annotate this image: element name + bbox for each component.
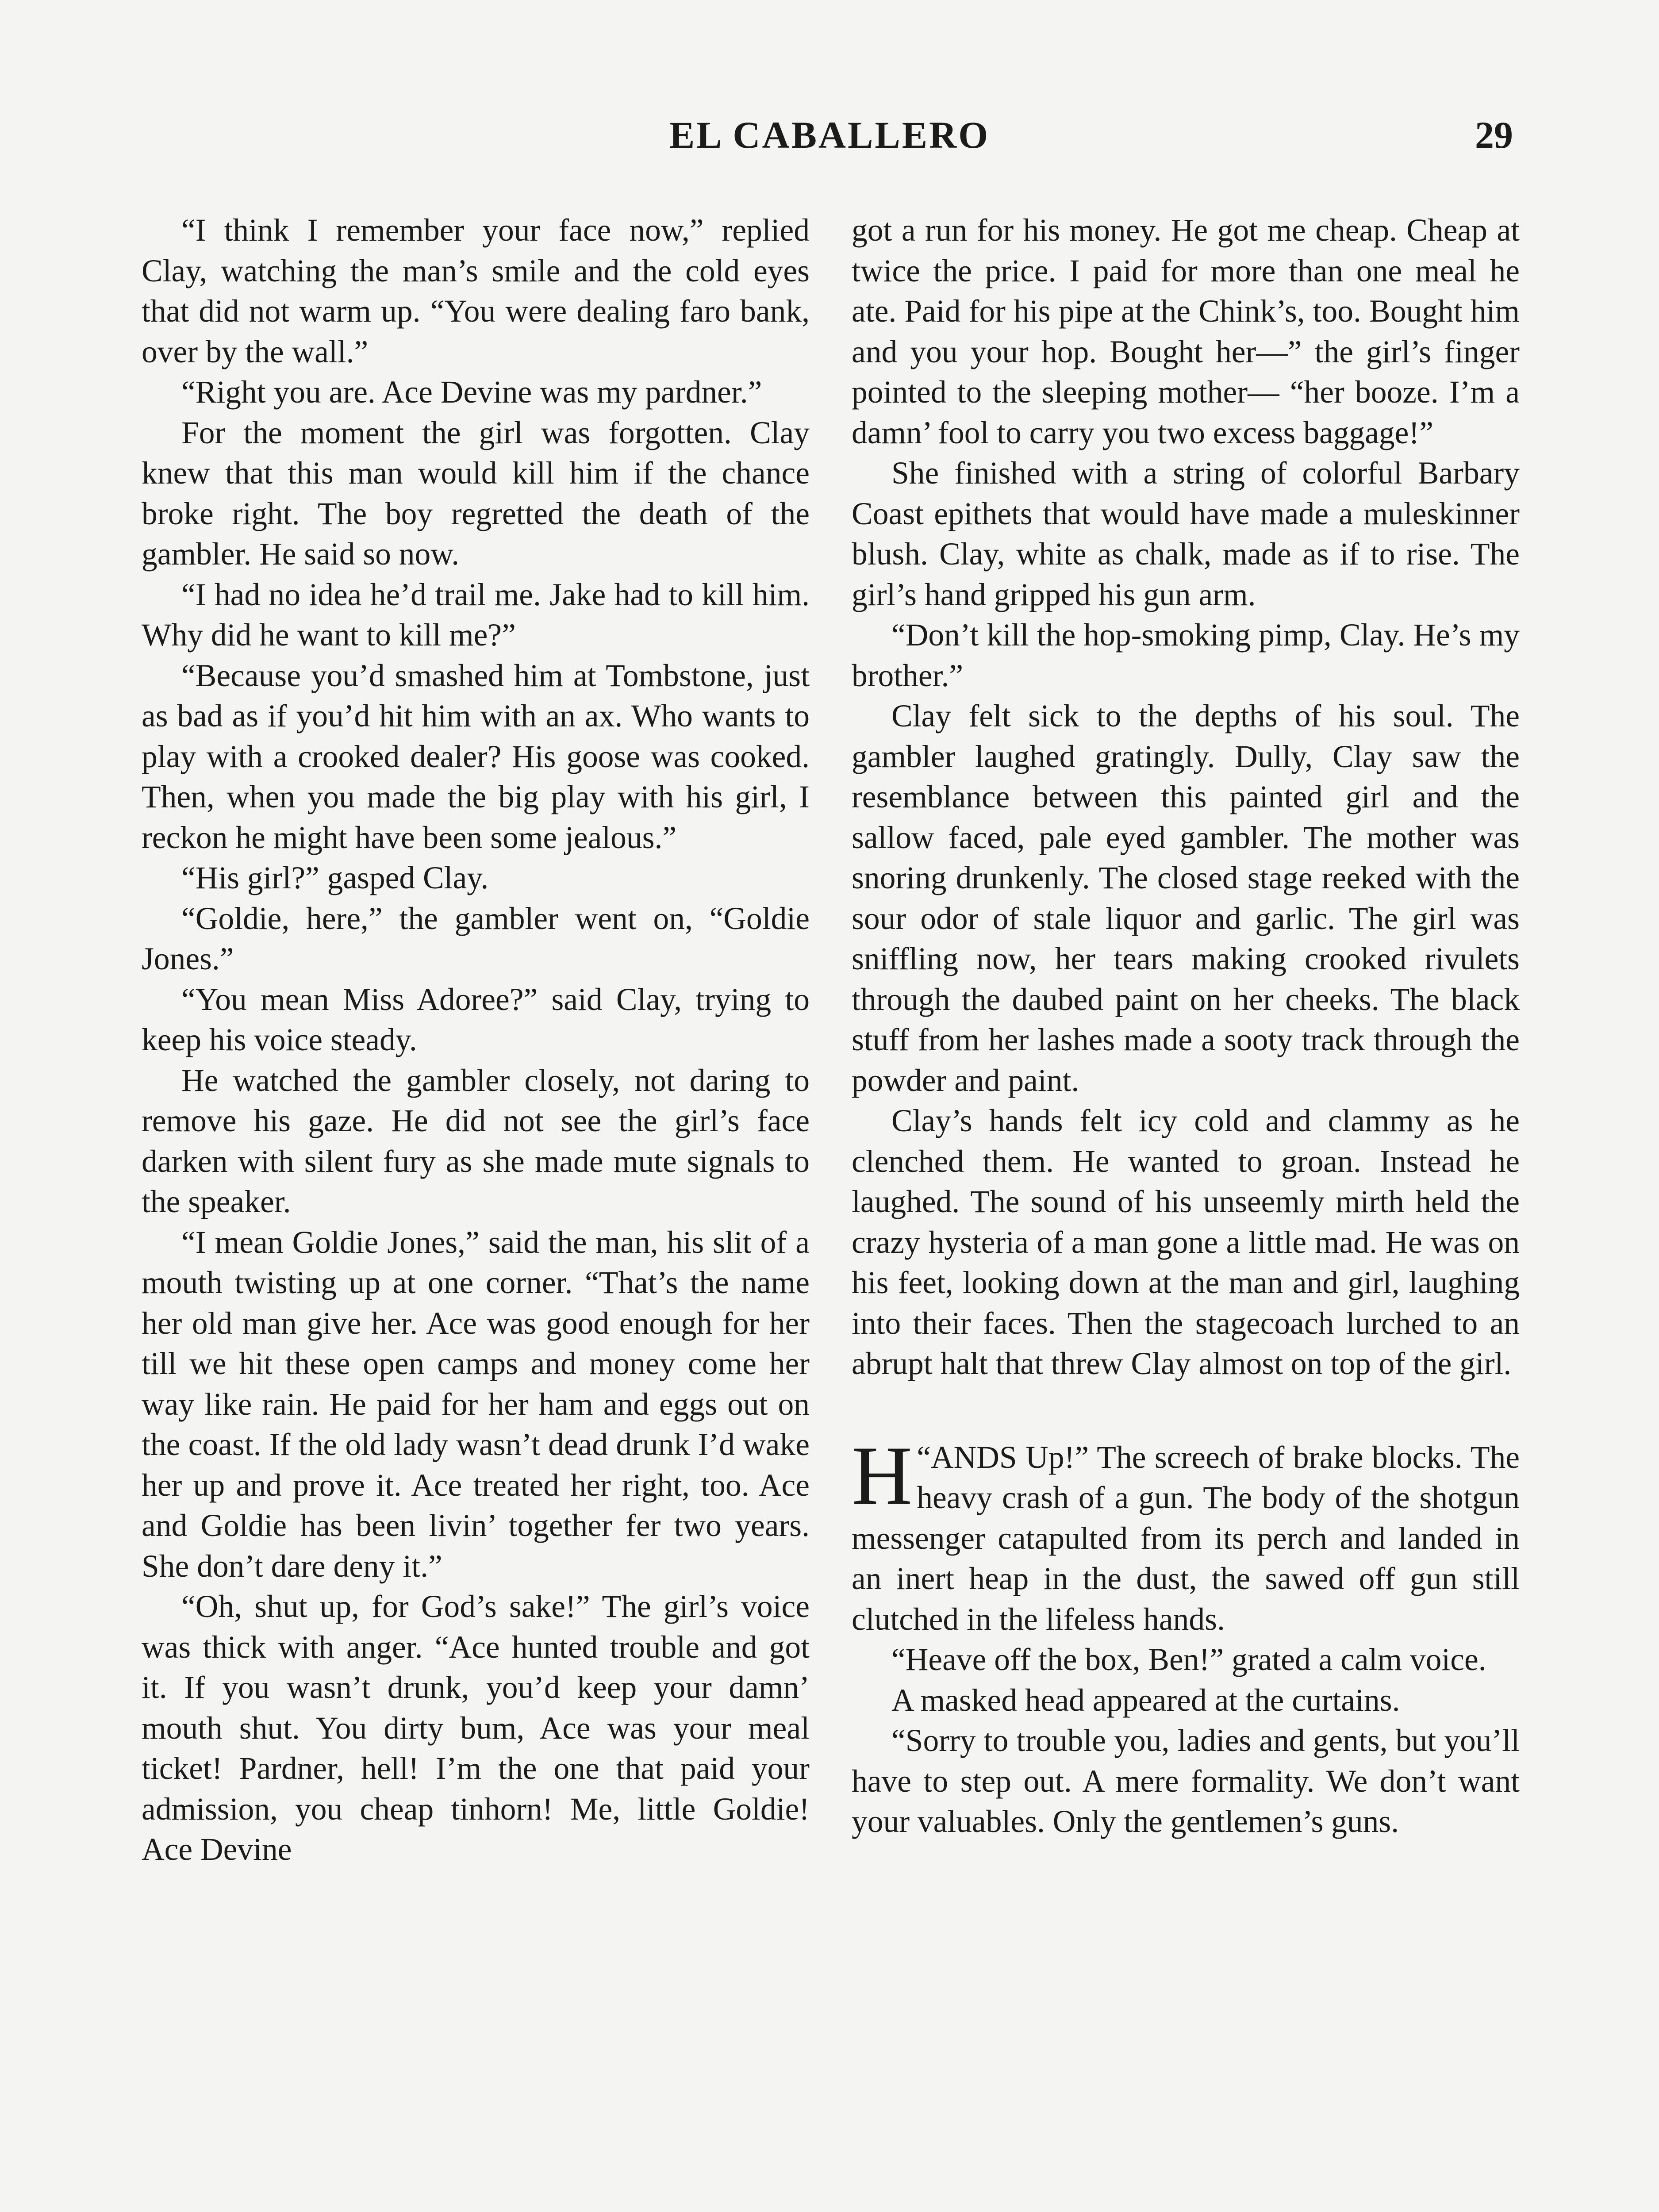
dropcap-open-quote: “ (917, 1440, 931, 1475)
paragraph: For the moment the girl was forgotten. Clay knew that this man would kill him if the chance broke right. The boy regretted the death of the gambler. He said so now. (142, 415, 810, 572)
paragraph: “His girl?” gasped Clay. (181, 860, 489, 895)
paragraph: “I had no idea he’d trail me. Jake had to kill him. Why did he want to kill me?” (142, 577, 810, 653)
paragraph: “I mean Goldie Jones,” said the man, his slit of a mouth twisting up at one corner. “That’s the name her old man give her. Ace was good enough for her till we hit these open camps and money come her way like rain. He paid for her ham and eggs out on the coast. If the old lady wasn’t dead drunk I’d wake her up and prove it. Ace treated her right, too. Ace and Goldie has been livin’ together fer two years. She don’t dare deny it.” (142, 1225, 810, 1584)
paragraph: “Goldie, here,” the gambler went on, “Goldie Jones.” (142, 901, 810, 976)
paragraph: “Don’t kill the hop-smoking pimp, Clay. He’s my brother.” (852, 618, 1520, 693)
paragraph: Clay’s hands felt icy cold and clammy as he clenched them. He wanted to groan. Instead he laughed. The sound of his unseemly mirth held the crazy hysteria of a man gone a little mad. He was on his feet, looking down at the man and girl, laughing into their faces. Then the stagecoach lurched to an abrupt halt that threw Clay almost on top of the girl. (852, 1103, 1520, 1381)
paragraph: “Because you’d smashed him at Tombstone, just as bad as if you’d hit him with an ax. Who wants to play with a crooked dealer? His goose was cooked. Then, when you made the big play with his girl, I reckon he might have been some jealous.” (142, 658, 810, 855)
running-title: EL CABALLERO (669, 114, 990, 156)
paragraph-continued: got a run for his money. He got me cheap. Cheap at twice the price. I paid for more than one meal he ate. Paid for his pipe at the Chink’s, too. Bought him and you your hop. Bought her—” the girl’s finger pointed to the sleeping mother— “her booze. I’m a damn’ fool to carry you two excess baggage!” (852, 213, 1520, 450)
paragraph: She finished with a string of colorful Barbary Coast epithets that would have made a muleskinner blush. Clay, white as chalk, made as if to rise. The girl’s hand gripped his gun arm. (852, 456, 1520, 612)
paragraph: “You mean Miss Adoree?” said Clay, trying to keep his voice steady. (142, 982, 810, 1057)
drop-cap: H (852, 1429, 913, 1522)
dropcap-paragraph-text: ANDS Up!” The screech of brake blocks. The heavy crash of a gun. The body of the shotgun messenger catapulted from its perch and landed in an inert heap in the dust, the sawed off gun still clutched in the lifeless hands. (852, 1440, 1520, 1637)
page-header (0, 113, 1659, 175)
paragraph: “Sorry to trouble you, ladies and gents, but you’ll have to step out. A mere formality. We don’t want your valuables. Only the gentlemen’s guns. (852, 1723, 1520, 1839)
paragraph: “Heave off the box, Ben!” grated a calm voice. (891, 1642, 1486, 1677)
right-column (852, 210, 1520, 1842)
paragraph: He watched the gambler closely, not daring to remove his gaze. He did not see the girl’s face darken with silent fury as she made mute signals to the speaker. (142, 1063, 810, 1219)
paragraph: “Right you are. Ace Devine was my pardner.” (181, 375, 762, 410)
paragraph: Clay felt sick to the depths of his soul. The gambler laughed gratingly. Dully, Clay saw the resemblance between this painted girl and the sallow faced, pale eyed gambler. The mother was snoring drunkenly. The closed stage reeked with the sour odor of stale liquor and garlic. The girl was sniffling now, her tears making crooked rivulets through the daubed paint on her cheeks. The black stuff from her lashes made a sooty track through the powder and paint. (852, 699, 1520, 1098)
paragraph: “I think I remember your face now,” replied Clay, watching the man’s smile and the cold eyes that did not warm up. “You were dealing faro bank, over by the wall.” (142, 213, 810, 369)
section-break-paragraph (852, 1429, 1520, 1640)
left-column (142, 210, 810, 1870)
page-number: 29 (1475, 114, 1513, 156)
paragraph: “Oh, shut up, for God’s sake!” The girl’s voice was thick with anger. “Ace hunted trouble and got it. If you wasn’t drunk, you’d keep your damn’ mouth shut. You dirty bum, Ace was your meal ticket! Pardner, hell! I’m the one that paid your admission, you cheap tinhorn! Me, little Goldie! Ace Devine (142, 1589, 810, 1867)
paragraph: A masked head appeared at the curtains. (891, 1682, 1400, 1718)
